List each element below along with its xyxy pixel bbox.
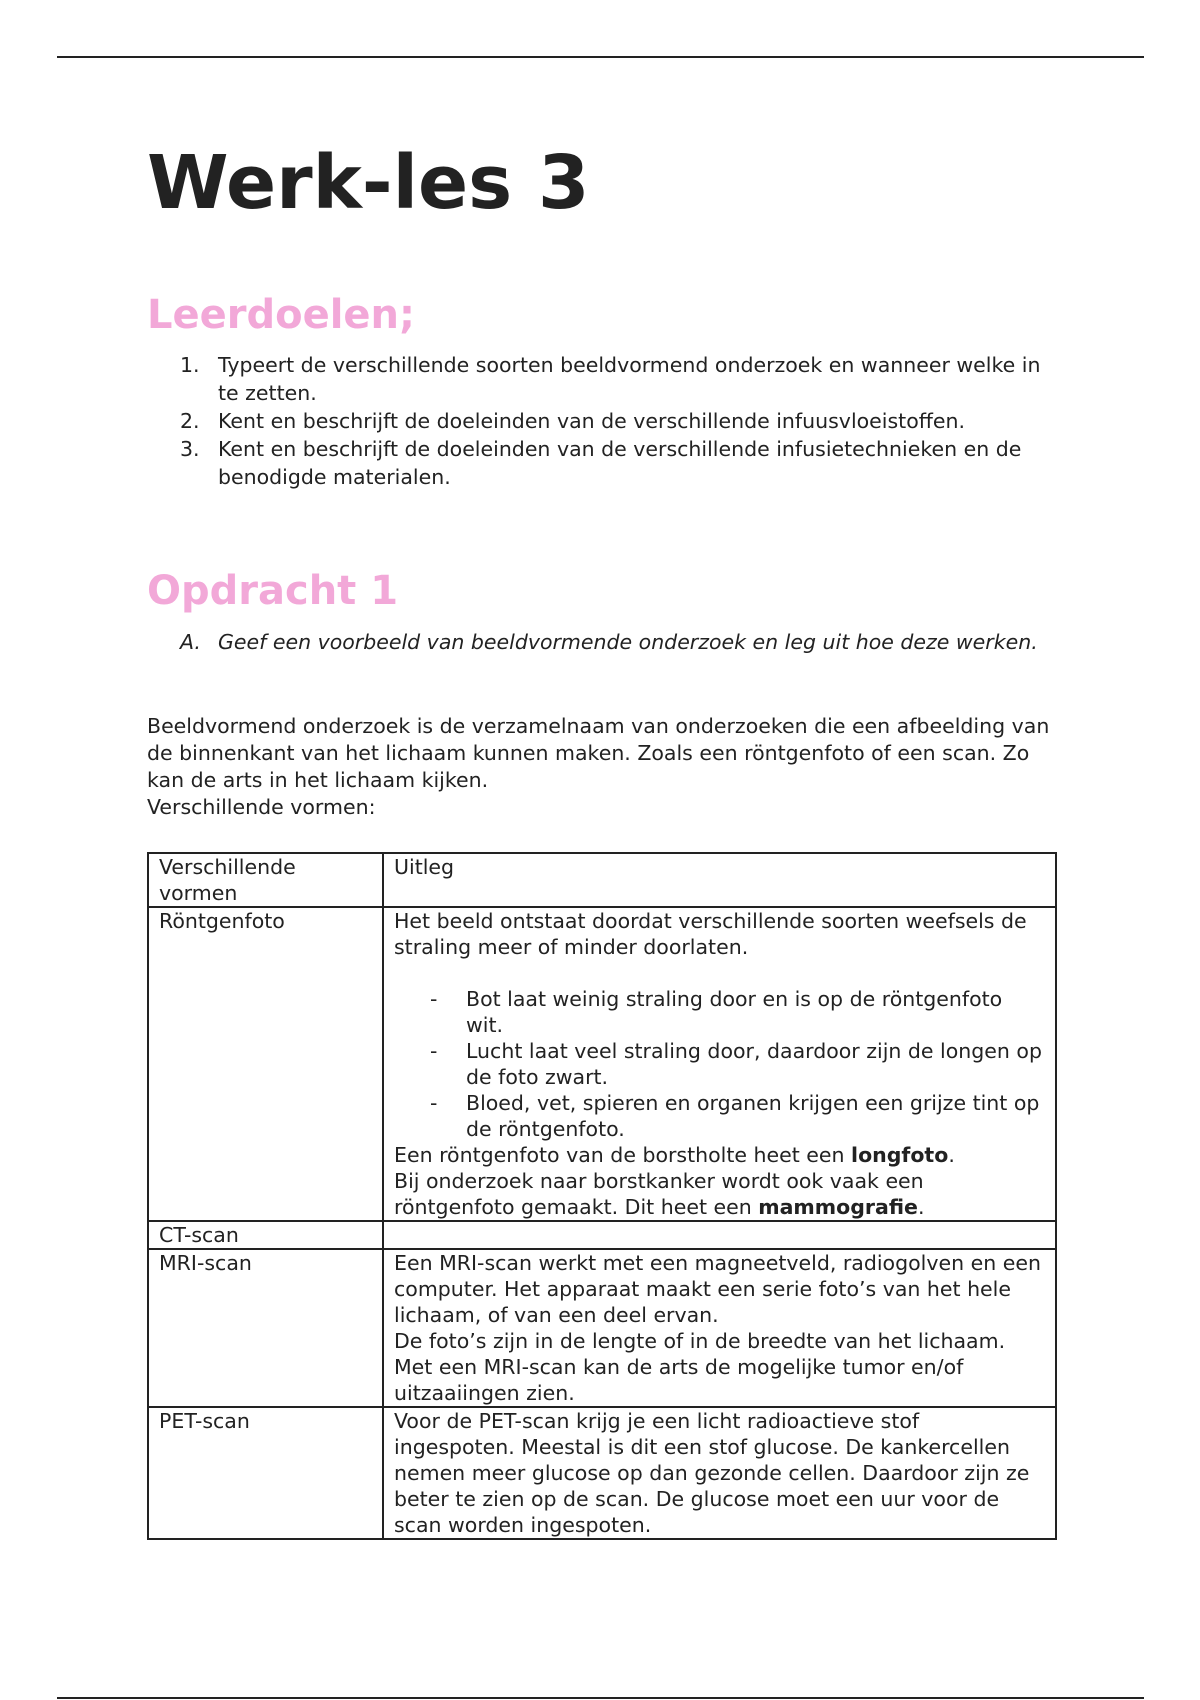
rontgen-bullets: [394, 986, 1045, 1142]
row-text: [383, 1221, 1056, 1249]
leerdoelen-list: [147, 351, 1057, 491]
table-row: [148, 1407, 1056, 1539]
footer-rule: [57, 1697, 1144, 1699]
row-label: PET-scan: [148, 1407, 383, 1539]
page-title: Werk-les 3: [147, 140, 590, 226]
list-item: - Bloed, vet, spieren en organen krijgen een grijze tint op de röntgenfoto.: [430, 1091, 1040, 1141]
table-header-row: [148, 853, 1056, 907]
list-item: 1. Typeert de verschillende soorten beeldvormend onderzoek en wanneer welke in te zetten.: [180, 353, 1041, 405]
row-text: Het beeld ontstaat doordat verschillende soorten weefsels de straling meer of minder doorlaten. - Bot laat weinig straling door en is op de röntgenfoto wit. - Lucht laat veel straling door, daardoor zijn de longen op de foto zwart. - Bloed, vet, spieren en organen krijgen een grijze tint op de röntgenfoto. Een röntgenfoto van de borstholte heet een longfoto. Bij onderzoek naar borstkanker wordt ook vaak een röntgenfoto gemaakt. Dit heet een mammografie.: [383, 907, 1056, 1221]
list-item: 2. Kent en beschrijft de doeleinden van de verschillende infuusvloeistoffen.: [180, 409, 965, 433]
table-header-cell: Verschillende vormen: [148, 853, 383, 907]
intro-paragraph: Beeldvormend onderzoek is de verzamelnaam van onderzoeken die een afbeelding van de binnenkant van het lichaam kunnen maken. Zoals een röntgenfoto of een scan. Zo kan de arts in het lichaam kijken. Verschillende vormen:: [147, 714, 1050, 819]
opdracht-question-list: [147, 628, 1057, 656]
row-text: Voor de PET-scan krijg je een licht radioactieve stof ingespoten. Meestal is dit een stof glucose. De kankercellen nemen meer glucose op dan gezonde cellen. Daardoor zijn ze beter te zien op de scan. De glucose moet een uur voor de scan worden ingespoten.: [383, 1407, 1056, 1539]
term-mammografie: mammografie: [758, 1195, 918, 1219]
table-row: [148, 1249, 1056, 1407]
table-row: [148, 1221, 1056, 1249]
leerdoelen-heading: Leerdoelen;: [147, 292, 416, 338]
forms-table: [147, 852, 1057, 1540]
table-row: [148, 907, 1056, 1221]
term-longfoto: longfoto: [851, 1143, 949, 1167]
question-item: A. Geef een voorbeeld van beeldvormende onderzoek en leg uit hoe deze werken.: [180, 630, 1038, 654]
header-rule: [57, 56, 1144, 58]
row-text: Een MRI-scan werkt met een magneetveld, radiogolven en een computer. Het apparaat maakt een serie foto’s van het hele lichaam, of van een deel ervan. De foto’s zijn in de lengte of in de breedte van het lichaam. Met een MRI-scan kan de arts de mogelijke tumor en/of uitzaaiingen zien.: [383, 1249, 1056, 1407]
opdracht-heading: Opdracht 1: [147, 568, 399, 614]
row-label: MRI-scan: [148, 1249, 383, 1407]
list-item: - Lucht laat veel straling door, daardoor zijn de longen op de foto zwart.: [430, 1039, 1042, 1089]
list-item: - Bot laat weinig straling door en is op de röntgenfoto wit.: [430, 987, 1003, 1037]
table-header-cell: Uitleg: [383, 853, 1056, 907]
list-item: 3. Kent en beschrijft de doeleinden van de verschillende infusietechnieken en de benodigde materialen.: [180, 437, 1022, 489]
row-label: Röntgenfoto: [148, 907, 383, 1221]
row-label: CT-scan: [148, 1221, 383, 1249]
